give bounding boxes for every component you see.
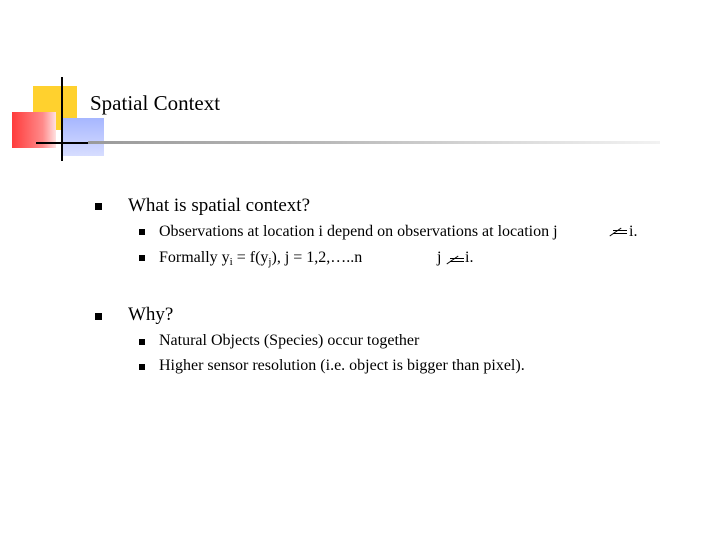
sub-bullet-formally <box>159 248 362 268</box>
bullet-marker <box>95 313 102 320</box>
bullet-what-is-spatial-context: What is spatial context? <box>128 195 311 216</box>
sub-bullet-marker <box>139 364 145 370</box>
sub-bullet-marker <box>139 339 145 345</box>
title-underline <box>88 141 660 144</box>
bullet-marker <box>95 203 102 210</box>
sub-bullet-observations <box>159 222 558 242</box>
sub-bullet-sensor-resolution: Higher sensor resolution (i.e. object is bigger than pixel). <box>159 357 525 374</box>
slide-logo <box>0 0 120 170</box>
subscript-i: i <box>229 256 233 268</box>
slide-title: Spatial Context <box>90 91 221 115</box>
sub-bullet-marker <box>139 229 145 235</box>
observations-suffix: i. <box>629 223 638 240</box>
formula-part: Formally y <box>159 249 230 266</box>
formula-part: = f(y <box>232 249 269 266</box>
logo-blue-square <box>62 118 104 156</box>
formula-j: j <box>437 249 442 266</box>
formula-part: ), j = 1,2,…..n <box>271 249 363 266</box>
not-equal-symbol <box>450 255 466 265</box>
sub-bullet-marker <box>139 255 145 261</box>
observations-text: Observations at location i depend on observations at location j <box>159 223 558 240</box>
sub-bullet-natural-objects: Natural Objects (Species) occur together <box>159 332 420 349</box>
logo-vertical-line <box>61 77 63 161</box>
subscript-j: j <box>268 256 272 268</box>
not-equal-symbol <box>613 227 629 237</box>
bullet-why: Why? <box>128 304 174 325</box>
formula-i: i. <box>465 249 474 266</box>
logo-horizontal-line <box>36 142 92 144</box>
